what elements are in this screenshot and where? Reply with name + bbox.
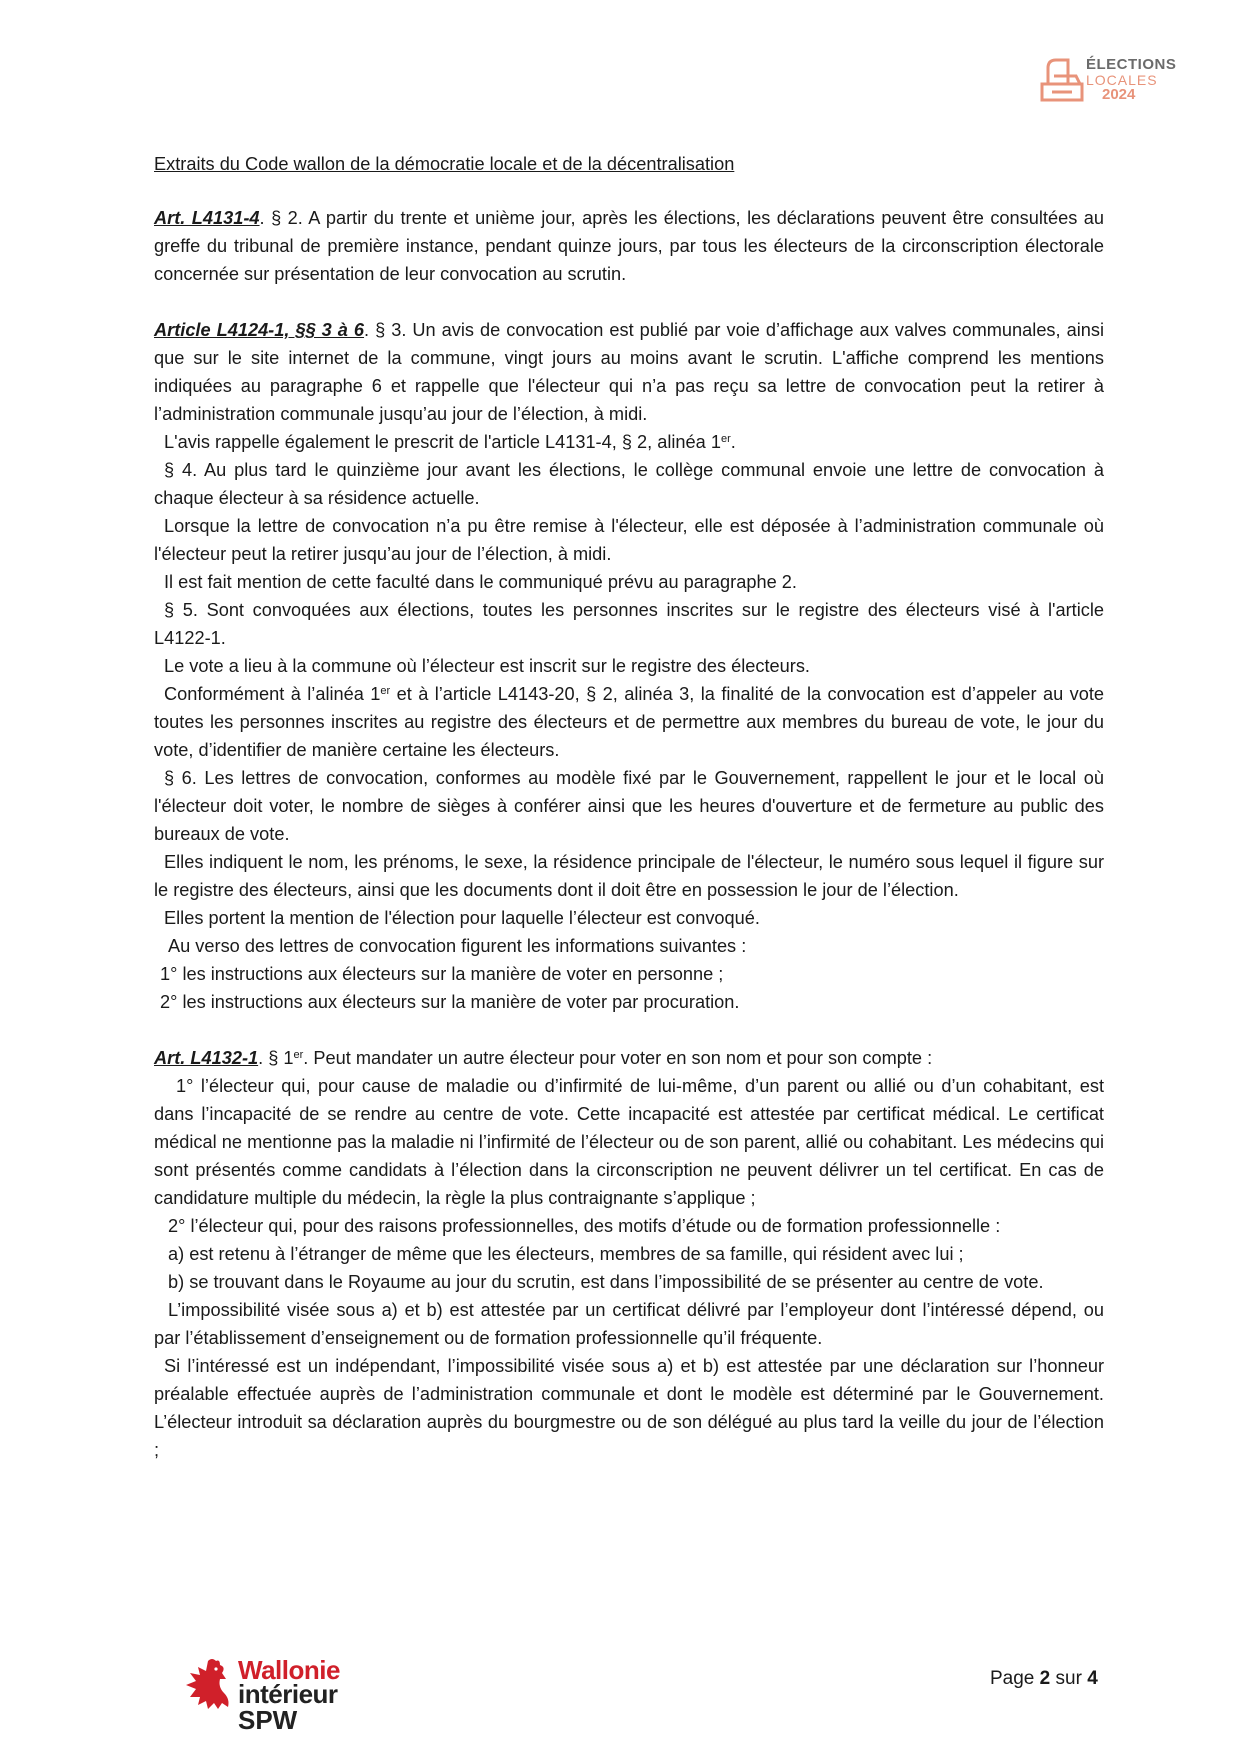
logo-text-elections: ÉLECTIONS — [1086, 56, 1177, 73]
paragraph: Elles portent la mention de l'élection pour laquelle l’électeur est convoqué. — [164, 908, 760, 928]
article-l4131-4 — [154, 204, 1104, 288]
rooster-icon — [182, 1657, 234, 1713]
paragraph: § 4. Au plus tard le quinzième jour avant les élections, le collège communal envoie une lettre de convocation à chaque électeur à sa résidence actuelle. — [154, 460, 1104, 508]
list-item: b) se trouvant dans le Royaume au jour du scrutin, est dans l’impossibilité de se présenter au centre de vote. — [168, 1272, 1044, 1292]
logo-text-wallonie: Wallonie — [238, 1655, 340, 1685]
paragraph: Il est fait mention de cette faculté dans le communiqué prévu au paragraphe 2. — [164, 572, 797, 592]
wallonie-interieur-logo — [182, 1655, 362, 1737]
article-l4132-1: Art. L4132-1. § 1er. Peut mandater un autre électeur pour voter en son nom et pour son compte : 1° l’électeur qui, pour cause de maladie ou d’infirmité de lui-même, d’un parent ou allié ou d’un cohabitant, est dans l’incapacité de se rendre au centre de vote. Cette incapacité est attestée par certificat médical. Le certificat médical ne mentionne pas la maladie ni l’infirmité de l’électeur ou de son parent, allié ou cohabitant. Les médecins qui sont présentés comme candidats à l’élection dans la circonscription ne peuvent délivrer un tel certificat. En cas de candidature multiple du médecin, la règle la plus contraignante s’applique ; 2° l’électeur qui, pour des raisons professionnelles, des motifs d’étude ou de formation professionnelle : a) est retenu à l’étranger de même que les électeurs, membres de sa famille, qui résident avec lui ; b) se trouvant dans le Royaume au jour du scrutin, est dans l’impossibilité de se présenter au centre de vote. L’impossibilité visée sous a) et b) est attestée par un certificat délivré par l’employeur dont l’intéressé dépend, ou par l’établissement d’enseignement ou de formation professionnelle qu’il fréquente. Si l’intéressé est un indépendant, l’impossibilité visée sous a) et b) est attestée par une déclaration sur l’honneur préalable effectuée auprès de l’administration communale et dont le modèle est déterminé par le Gouvernement. L’électeur introduit sa déclaration auprès du bourgmestre ou de son délégué au plus tard la veille du jour de l’élection ; — [154, 1044, 1104, 1464]
total-pages: 4 — [1087, 1668, 1098, 1689]
paragraph: Le vote a lieu à la commune où l’électeur est inscrit sur le registre des électeurs. — [164, 656, 810, 676]
logo-text-year: 2024 — [1102, 86, 1136, 103]
list-item: 2° l’électeur qui, pour des raisons professionnelles, des motifs d’étude ou de formation professionnelle : — [168, 1216, 1001, 1236]
paragraph: Si l’intéressé est un indépendant, l’impossibilité visée sous a) et b) est attestée par une déclaration sur l’honneur préalable effectuée auprès de l’administration communale et dont le modèle est déterminé par le Gouvernement. L’électeur introduit sa déclaration auprès du bourgmestre ou de son délégué au plus tard la veille du jour de l’élection ; — [154, 1356, 1104, 1460]
document-title: Extraits du Code wallon de la démocratie locale et de la décentralisation — [154, 154, 735, 174]
elections-locales-logo — [1038, 48, 1177, 106]
current-page: 2 — [1039, 1668, 1051, 1689]
article-text: . § 2. A partir du trente et unième jour, après les élections, les déclarations peuvent être consultées au greffe du tribunal de première instance, pendant quinze jours, par tous les électeurs de la circonscription électorale concernée sur présentation de leur convocation au scrutin. — [154, 208, 1104, 284]
document-body — [154, 150, 1104, 1492]
article-reference: Art. L4131-4 — [154, 208, 260, 228]
page-number: Page 2 sur 4 — [990, 1668, 1098, 1689]
paragraph: L’impossibilité visée sous a) et b) est attestée par un certificat délivré par l’employeur dont l’intéressé dépend, ou par l’établissement d’enseignement ou de formation professionnelle qu’il fréquente. — [154, 1300, 1104, 1348]
paragraph: Elles indiquent le nom, les prénoms, le sexe, la résidence principale de l'électeur, le numéro sous lequel il figure sur le registre des électeurs, ainsi que les documents dont il doit être en possession le jour de l’élection. — [154, 852, 1104, 900]
list-item: 1° l’électeur qui, pour cause de maladie ou d’infirmité de lui-même, d’un parent ou allié ou d’un cohabitant, est dans l’incapacité de se rendre au centre de vote. Cette incapacité est attestée par certificat médical. Le certificat médical ne mentionne pas la maladie ni l’infirmité de l’électeur ou de son parent, allié ou cohabitant. Les médecins qui sont présentés comme candidats à l’élection dans la circonscription ne peuvent délivrer un tel certificat. En cas de candidature multiple du médecin, la règle la plus contraignante s’applique ; — [154, 1076, 1104, 1208]
list-item: a) est retenu à l’étranger de même que les électeurs, membres de sa famille, qui résident avec lui ; — [168, 1244, 964, 1264]
paragraph: § 5. Sont convoquées aux élections, toutes les personnes inscrites sur le registre des électeurs visé à l'article L4122-1. — [154, 600, 1104, 648]
paragraph: § 6. Les lettres de convocation, conformes au modèle fixé par le Gouvernement, rappellent le jour et le local où l'électeur doit voter, le nombre de sièges à conférer ainsi que les heures d'ouverture et de fermeture au public des bureaux de vote. — [154, 768, 1104, 844]
paragraph: Conformément à l’alinéa 1er et à l’article L4143-20, § 2, alinéa 3, la finalité de la convocation est d’appeler au vote toutes les personnes inscrites au registre des électeurs et de permettre aux membres du bureau de vote, le jour du vote, d’identifier de manière certaine les électeurs. — [154, 684, 1104, 760]
article-reference: Article L4124-1, §§ 3 à 6 — [154, 320, 365, 340]
list-item: 1° les instructions aux électeurs sur la manière de voter en personne ; — [160, 964, 724, 984]
logo-text-spw: SPW — [238, 1705, 298, 1735]
article-l4124-1 — [154, 316, 1104, 1016]
article-reference: Art. L4132-1 — [154, 1048, 259, 1068]
paragraph: Lorsque la lettre de convocation n’a pu être remise à l'électeur, elle est déposée à l’administration communale où l'électeur peut la retirer jusqu’au jour de l’élection, à midi. — [154, 516, 1104, 564]
list-item: 2° les instructions aux électeurs sur la manière de voter par procuration. — [160, 992, 740, 1012]
paragraph: Au verso des lettres de convocation figurent les informations suivantes : — [168, 936, 747, 956]
ballot-box-icon — [1038, 54, 1084, 102]
logo-text-interieur: intérieur — [238, 1679, 338, 1709]
paragraph-text: . § 3. Un avis de convocation est publié par voie d’affichage aux valves communales, ainsi que sur le site internet de la commune, vingt jours au moins avant le scrutin. L'affiche comprend les mentions indiquées au paragraphe 6 et rappelle que l'électeur qui n’a pas reçu sa lettre de convocation peut la retirer à l’administration communale jusqu’au jour de l’élection, à midi. — [154, 320, 1104, 424]
paragraph: L'avis rappelle également le prescrit de l'article L4131-4, § 2, alinéa 1er. — [164, 432, 736, 452]
logo-text-locales: LOCALES — [1086, 72, 1158, 88]
